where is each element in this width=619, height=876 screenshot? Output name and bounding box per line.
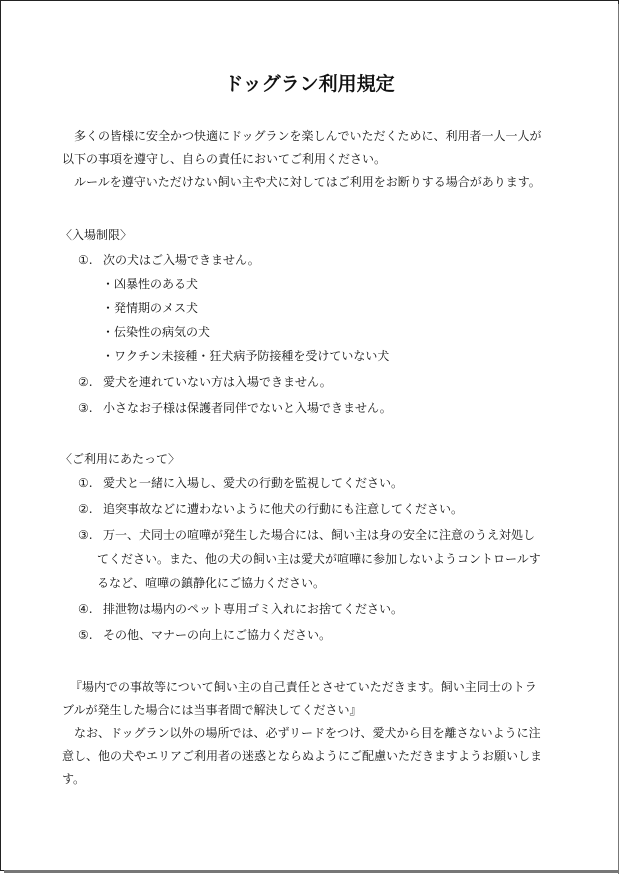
- closing-line-1: 『場内での事故等について飼い主の自己責任とさせていただきます。飼い主同士のトラ: [70, 680, 537, 694]
- usage-item-2-text: 追突事故などに遭わないように他犬の行動にも注意してください。: [103, 502, 464, 516]
- usage-item-3-number: ③.: [78, 528, 93, 542]
- usage-heading: 〈ご利用にあたって〉: [60, 452, 181, 466]
- usage-item-4-number: ④.: [78, 602, 93, 616]
- entry-item-3-text: 小さなお子様は保護者同伴でないと入場できません。: [103, 401, 392, 415]
- closing-line-5: す。: [62, 772, 86, 786]
- usage-item-3-line-3: るなど、喧嘩の鎮静化にご協力ください。: [97, 576, 326, 590]
- intro-line-2: 以下の事項を遵守し、自らの責任においてご利用ください。: [62, 152, 387, 166]
- closing-line-3: なお、ドッグラン以外の場所では、必ずリードをつけ、愛犬から目を離さないように注: [74, 726, 541, 740]
- entry-sub-item: ・凶暴性のある犬: [102, 277, 199, 291]
- entry-item-3-number: ③.: [78, 401, 93, 415]
- closing-line-4: 意し、他の犬やエリアご利用者の迷惑とならぬようにご配慮いただきますようお願いしま: [62, 749, 543, 763]
- usage-item-4-text: 排泄物は場内のペット専用ゴミ入れにお捨てください。: [103, 602, 404, 616]
- entry-item-1-number: ①.: [78, 253, 93, 267]
- usage-item-1-text: 愛犬と一緒に入場し、愛犬の行動を監視してください。: [103, 476, 404, 490]
- entry-item-1-text: 次の犬はご入場できません。: [103, 253, 260, 267]
- usage-item-2-number: ②.: [78, 502, 93, 516]
- intro-line-3: ルールを遵守いただけない飼い主や犬に対してはご利用をお断りする場合があります。: [74, 175, 541, 189]
- page-shadow-bottom: [4, 870, 619, 873]
- usage-item-3-line-1: 万一、犬同士の喧嘩が発生した場合には、飼い主は身の安全に注意のうえ対処し: [103, 528, 536, 542]
- usage-item-5-number: ⑤.: [78, 628, 93, 642]
- usage-item-1-number: ①.: [78, 476, 93, 490]
- entry-item-2-number: ②.: [78, 375, 93, 389]
- entry-sub-item: ・ワクチン未接種・狂犬病予防接種を受けていない犬: [102, 349, 390, 363]
- intro-line-1: 多くの皆様に安全かつ快適にドッグランを楽しんでいただくために、利用者一人一人が: [74, 129, 542, 143]
- usage-item-5-text: その他、マナーの向上にご協力ください。: [103, 628, 332, 642]
- entry-heading: 〈入場制限〉: [60, 228, 133, 242]
- usage-item-3-line-2: てください。また、他の犬の飼い主は愛犬が喧嘩に参加しないようコントロールす: [97, 552, 541, 566]
- entry-sub-item: ・伝染性の病気の犬: [102, 325, 211, 339]
- closing-line-2: ブルが発生した場合には当事者間で解決してください』: [62, 703, 362, 717]
- entry-sub-item: ・発情期のメス犬: [102, 301, 199, 315]
- entry-item-2-text: 愛犬を連れていない方は入場できません。: [103, 375, 332, 389]
- document-title: ドッグラン利用規定: [224, 73, 395, 95]
